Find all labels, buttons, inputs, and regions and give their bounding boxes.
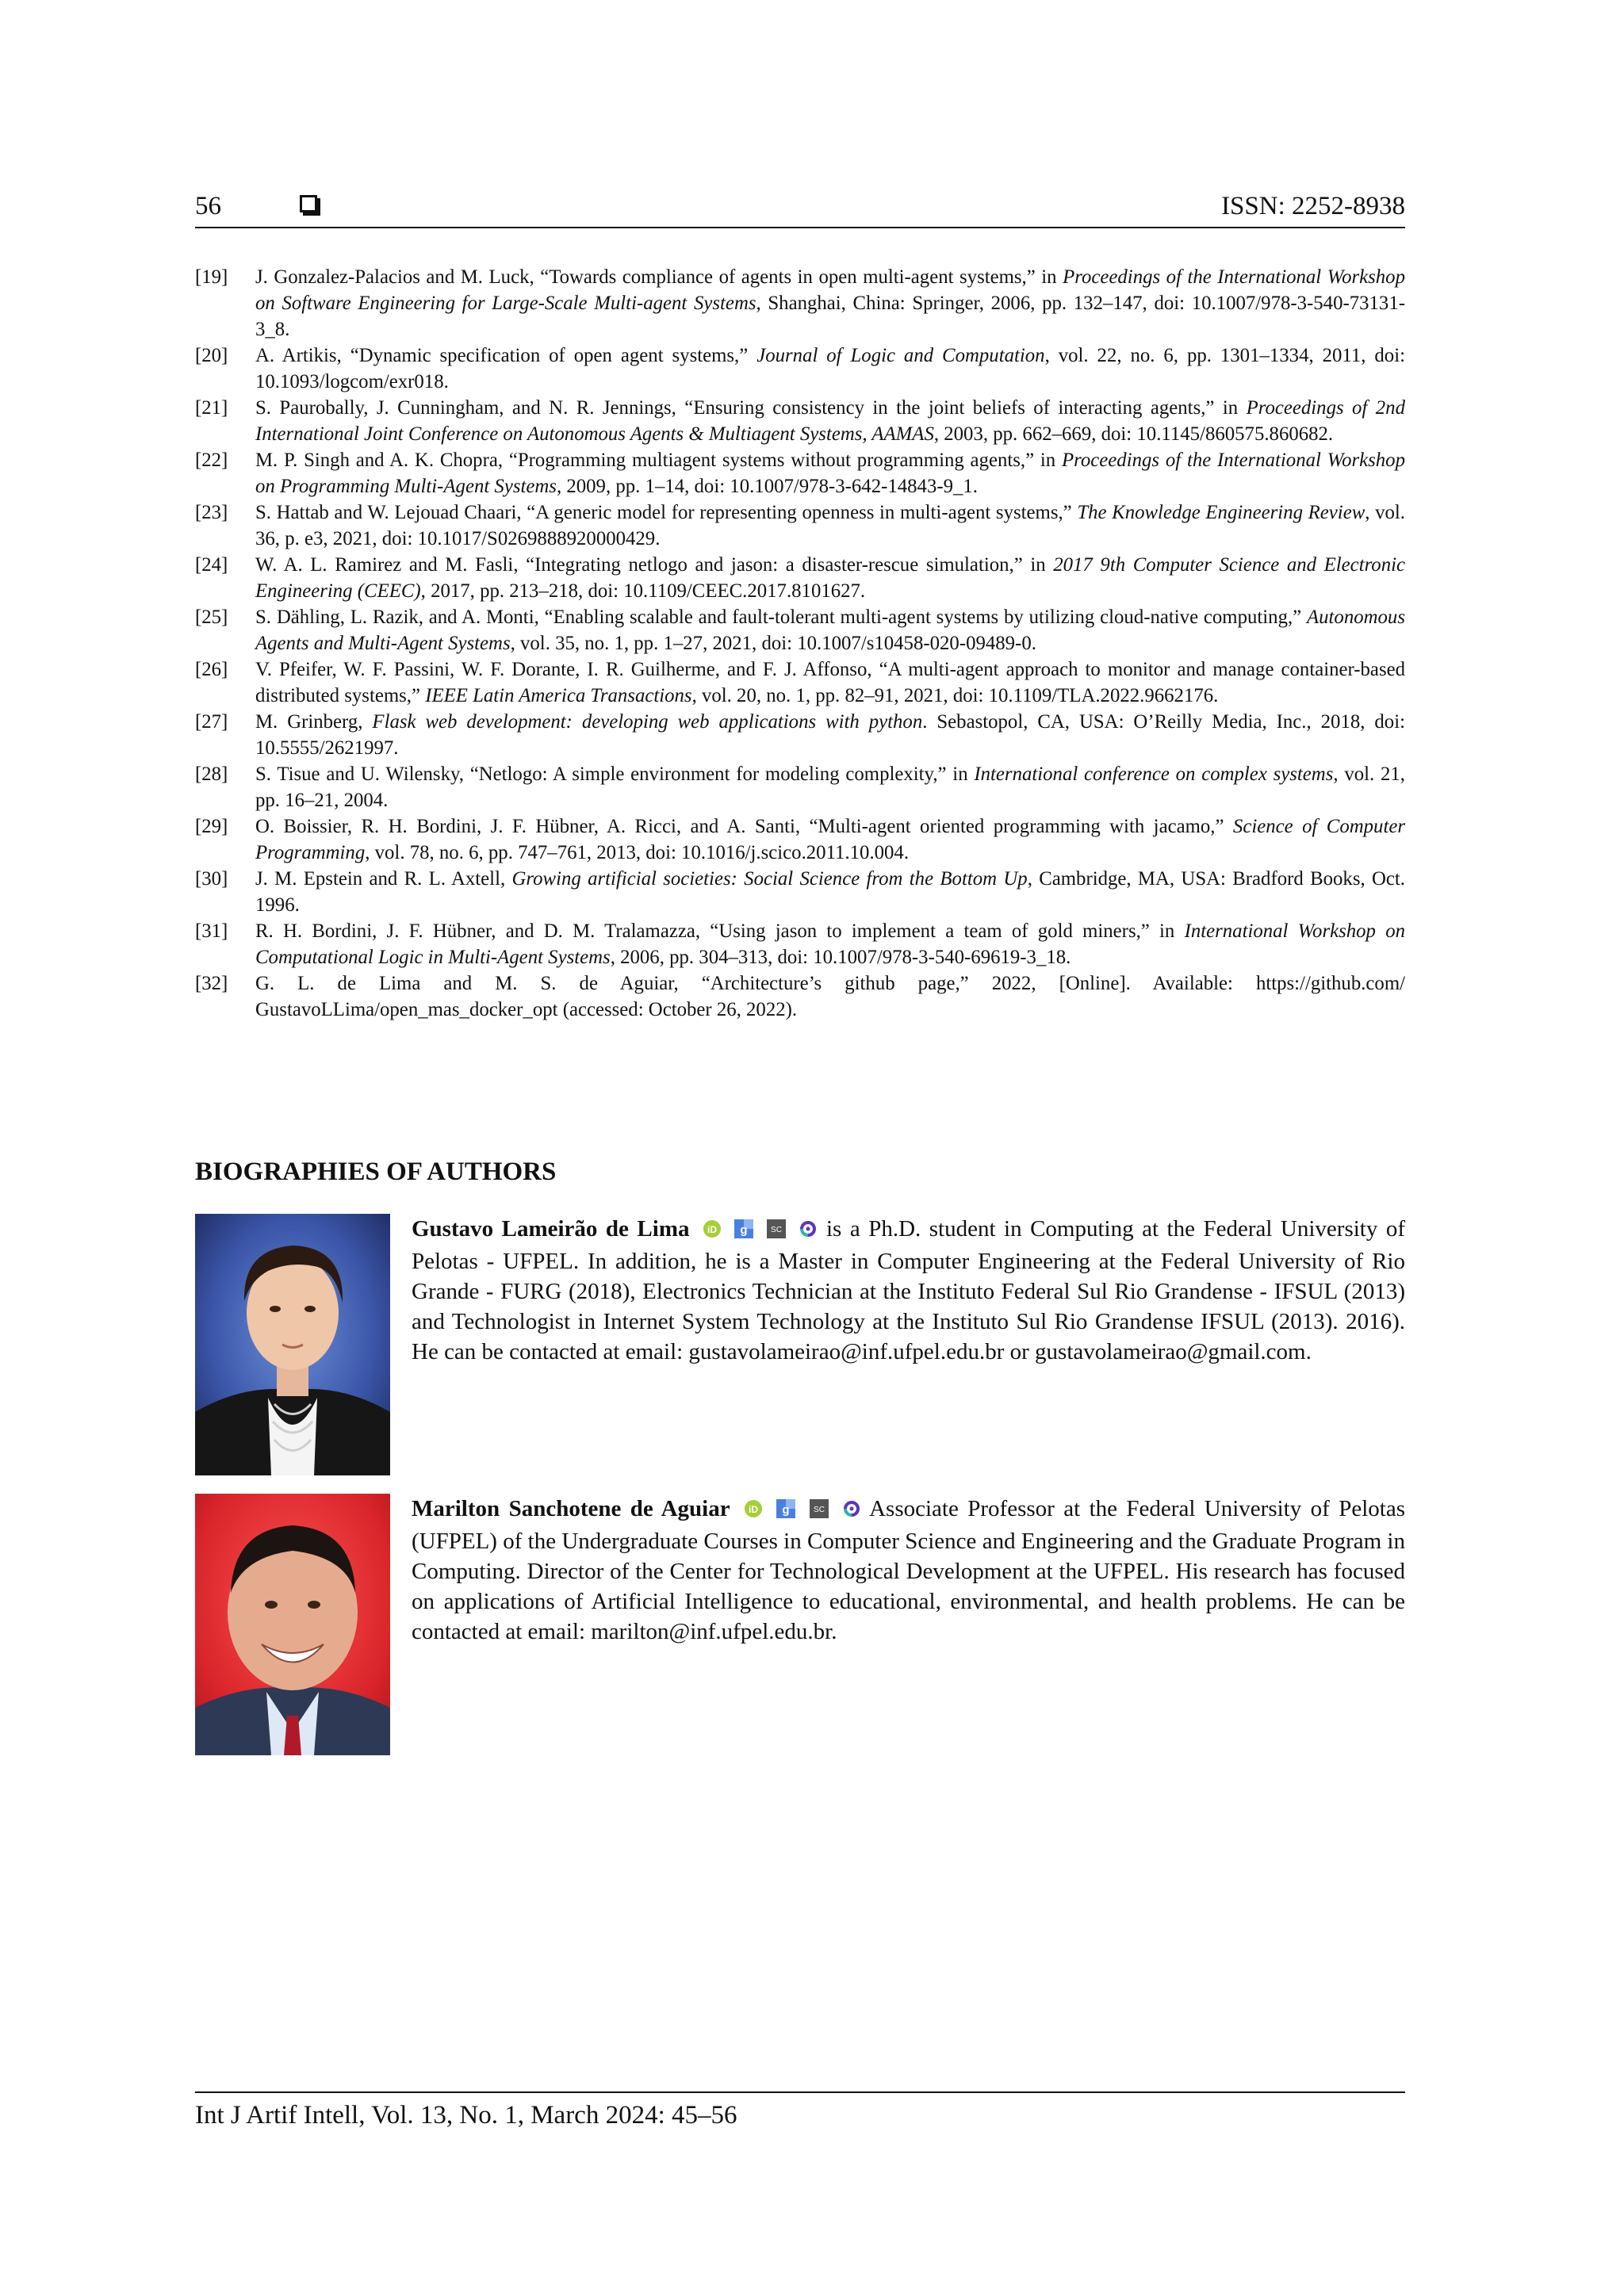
svg-text:iD: iD <box>749 1504 759 1515</box>
reference-number: [24] <box>195 554 228 576</box>
reference-authors-title: W. A. L. Ramirez and M. Fasli, “Integrating netlogo and jason: a disaster-rescue simulation,” in <box>255 554 1054 576</box>
google-scholar-icon[interactable] <box>776 1496 795 1526</box>
reference-details[interactable]: , vol. 21, pp. 16–21, 2004. <box>255 763 1405 811</box>
reference-authors-title: O. Boissier, R. H. Bordini, J. F. Hübner, A. Ricci, and A. Santi, “Multi-agent oriented programming with jacamo,” <box>255 816 1233 837</box>
reference-venue: IEEE Latin America Transactions <box>425 685 692 706</box>
reference-text <box>255 656 1405 709</box>
reference-authors-title: S. Dähling, L. Razik, and A. Monti, “Enabling scalable and fault-tolerant multi-agent systems by utilizing cloud-native computing,” <box>255 607 1307 628</box>
reference-number: [30] <box>195 868 228 890</box>
reference-item <box>195 709 1405 761</box>
reference-details[interactable]: , 2017, pp. 213–218, doi: 10.1109/CEEC.2017.8101627. <box>420 580 866 602</box>
svg-text:SC: SC <box>771 1226 782 1234</box>
reference-details[interactable]: . Sebastopol, CA, USA: O’Reilly Media, Inc., 2018, doi: 10.5555/2621997. <box>255 711 1405 759</box>
author-name: Gustavo Lameirão de Lima <box>412 1216 690 1242</box>
page-number: 56 <box>195 192 221 220</box>
author-bio-body: is a Ph.D. student in Computing at the Federal University of Pelotas - UFPEL. In addition, he is a Master in Computer Engineering at the Federal University of Rio Grande - FURG (2018), Electronics Technician at the Instituto Federal Sul Rio Grandense - IFSUL (2013) and Technologist in Internet System Technology at the Instituto Sul Rio Grandense IFSUL (2013). 2016). He can be contacted at email: gustavolameirao@inf.ufpel.edu.br or gustavolameirao@gmail.com. <box>412 1216 1405 1364</box>
reference-number: [28] <box>195 763 228 785</box>
reference-number: [29] <box>195 816 228 837</box>
reference-text <box>255 499 1405 552</box>
svg-text:SC: SC <box>813 1506 825 1514</box>
biographies-heading: BIOGRAPHIES OF AUTHORS <box>195 1158 557 1186</box>
reference-authors-title: G. L. de Lima and M. S. de Aguiar, “Architecture’s github page,” 2022, [Online]. Available: https://github.com/ GustavoLLima/open_mas_docker_opt (accessed: October 26, 2022). <box>255 973 1405 1020</box>
orcid-icon[interactable] <box>703 1216 722 1246</box>
header-rule <box>195 227 1405 228</box>
reference-venue: Growing artificial societies: Social Science from the Bottom Up <box>511 868 1028 890</box>
svg-text:g: g <box>740 1223 749 1237</box>
reference-number: [22] <box>195 450 228 471</box>
web-of-science-icon[interactable] <box>842 1496 861 1526</box>
reference-authors-title: J. Gonzalez-Palacios and M. Luck, “Towards compliance of agents in open multi-agent systems,” in <box>255 266 1063 288</box>
reference-list <box>195 264 1405 1023</box>
reference-text <box>255 447 1405 499</box>
reference-details[interactable]: , 2003, pp. 662–669, doi: 10.1145/860575.860682. <box>933 423 1334 445</box>
reference-details[interactable]: , vol. 22, no. 6, pp. 1301–1334, 2011, doi: 10.1093/logcom/exr018. <box>255 345 1405 392</box>
reference-authors-title: A. Artikis, “Dynamic specification of open agent systems,” <box>255 345 757 366</box>
reference-number: [19] <box>195 266 228 288</box>
reference-venue: Autonomous Agents and Multi-Agent Systems <box>255 607 1405 654</box>
reference-authors-title: S. Paurobally, J. Cunningham, and N. R. Jennings, “Ensuring consistency in the joint beliefs of interacting agents,” in <box>255 397 1247 419</box>
reference-number: [20] <box>195 345 228 366</box>
reference-text <box>255 918 1405 970</box>
reference-text <box>255 813 1405 866</box>
author-photo-image <box>195 1214 390 1475</box>
author-name: Marilton Sanchotene de Aguiar <box>412 1496 730 1521</box>
reference-authors-title: V. Pfeifer, W. F. Passini, W. F. Dorante, I. R. Guilherme, and F. J. Affonso, “A multi-agent approach to monitor and manage container-based distributed systems,” <box>255 659 1405 706</box>
reference-text <box>255 604 1405 656</box>
svg-text:iD: iD <box>707 1224 717 1235</box>
reference-item <box>195 761 1405 813</box>
reference-authors-title: S. Hattab and W. Lejouad Chaari, “A generic model for representing openness in multi-agent systems,” <box>255 502 1078 523</box>
reference-text <box>255 866 1405 918</box>
reference-text <box>255 264 1405 342</box>
reference-item <box>195 866 1405 918</box>
reference-venue: Proceedings of the International Workshop on Programming Multi-Agent Systems <box>255 450 1405 497</box>
reference-details[interactable]: , vol. 20, no. 1, pp. 82–91, 2021, doi: 10.1109/TLA.2022.9662176. <box>691 685 1219 706</box>
reference-item <box>195 552 1405 604</box>
reference-details[interactable]: , 2009, pp. 1–14, doi: 10.1007/978-3-642-14843-9_1. <box>556 476 978 497</box>
reference-details[interactable]: , Shanghai, China: Springer, 2006, pp. 132–147, doi: 10.1007/978-3-540-73131-3_8. <box>255 293 1405 340</box>
reference-item <box>195 395 1405 447</box>
reference-venue: 2017 9th Computer Science and Electronic Engineering (CEEC) <box>255 554 1406 602</box>
reference-authors-title: M. P. Singh and A. K. Chopra, “Programming multiagent systems without programming agents,” in <box>255 450 1063 471</box>
reference-details[interactable]: , 2006, pp. 304–313, doi: 10.1007/978-3-540-69619-3_18. <box>610 947 1071 968</box>
author-photo-image <box>195 1494 390 1755</box>
reference-venue: International conference on complex systems <box>974 763 1334 785</box>
author-bio-text <box>412 1214 1405 1367</box>
reference-venue: International Workshop on Computational Logic in Multi-Agent Systems <box>255 920 1405 968</box>
reference-details[interactable]: , vol. 36, p. e3, 2021, doi: 10.1017/S0269888920000429. <box>255 502 1405 549</box>
reference-item <box>195 918 1405 970</box>
author-photo <box>195 1494 390 1755</box>
reference-authors-title: S. Tisue and U. Wilensky, “Netlogo: A simple environment for modeling complexity,” in <box>255 763 975 785</box>
reference-venue: Proceedings of the International Workshop on Software Engineering for Large-Scale Multi-agent Systems <box>255 266 1405 314</box>
reference-number: [26] <box>195 659 228 680</box>
reference-text <box>255 709 1405 761</box>
reference-details[interactable]: , Cambridge, MA, USA: Bradford Books, Oct. 1996. <box>255 868 1405 916</box>
reference-item <box>195 970 1405 1023</box>
reference-item <box>195 499 1405 552</box>
reference-details[interactable]: , vol. 78, no. 6, pp. 747–761, 2013, doi: 10.1016/j.scico.2011.10.004. <box>365 842 910 863</box>
reference-venue: Journal of Logic and Computation <box>756 345 1045 366</box>
author-bio-body: Associate Professor at the Federal University of Pelotas (UFPEL) of the Undergraduate Courses in Computer Science and Engineering and the Graduate Program in Computing. Director of the Center for Technological Development at the UFPEL. His research has focused on applications of Artificial Intelligence to educational, environmental, and health problems. He can be contacted at email: marilton@inf.ufpel.edu.br. <box>412 1496 1405 1644</box>
author-bio-text <box>412 1494 1405 1647</box>
google-scholar-icon[interactable] <box>734 1216 753 1246</box>
reference-text <box>255 552 1405 604</box>
author-photo <box>195 1214 390 1475</box>
reference-details[interactable]: , vol. 35, no. 1, pp. 1–27, 2021, doi: 10.1007/s10458-020-09489-0. <box>510 633 1036 654</box>
reference-text <box>255 342 1405 395</box>
reference-text <box>255 395 1405 447</box>
reference-number: [25] <box>195 607 228 628</box>
reference-number: [23] <box>195 502 228 523</box>
reference-item <box>195 813 1405 866</box>
reference-venue: Flask web development: developing web applications with python <box>372 711 923 733</box>
issn-label: ISSN: 2252-8938 <box>1221 192 1405 220</box>
reference-venue: Proceedings of 2nd International Joint Conference on Autonomous Agents & Multiagent Systems, AAMAS <box>255 397 1405 445</box>
page-header <box>195 190 1405 225</box>
svg-text:g: g <box>782 1503 791 1517</box>
reference-venue: Science of Computer Programming <box>255 816 1405 863</box>
scopus-icon[interactable] <box>767 1216 786 1246</box>
square-icon <box>300 195 317 212</box>
reference-number: [27] <box>195 711 228 733</box>
reference-item <box>195 264 1405 342</box>
orcid-icon[interactable] <box>744 1496 763 1526</box>
reference-item <box>195 604 1405 656</box>
reference-number: [31] <box>195 920 228 942</box>
reference-number: [32] <box>195 973 228 994</box>
reference-text <box>255 761 1405 813</box>
reference-number: [21] <box>195 397 228 419</box>
reference-authors-title: M. Grinberg, <box>255 711 373 733</box>
reference-item <box>195 447 1405 499</box>
reference-venue: The Knowledge Engineering Review <box>1077 502 1365 523</box>
reference-item <box>195 342 1405 395</box>
reference-text <box>255 970 1405 1023</box>
reference-item <box>195 656 1405 709</box>
reference-authors-title: J. M. Epstein and R. L. Axtell, <box>255 868 512 890</box>
reference-authors-title: R. H. Bordini, J. F. Hübner, and D. M. Tralamazza, “Using jason to implement a team of gold miners,” in <box>255 920 1185 942</box>
footer-citation: Int J Artif Intell, Vol. 13, No. 1, March 2024: 45–56 <box>195 2101 737 2130</box>
web-of-science-icon[interactable] <box>799 1216 818 1246</box>
scopus-icon[interactable] <box>810 1496 829 1526</box>
footer-rule <box>195 2091 1405 2093</box>
